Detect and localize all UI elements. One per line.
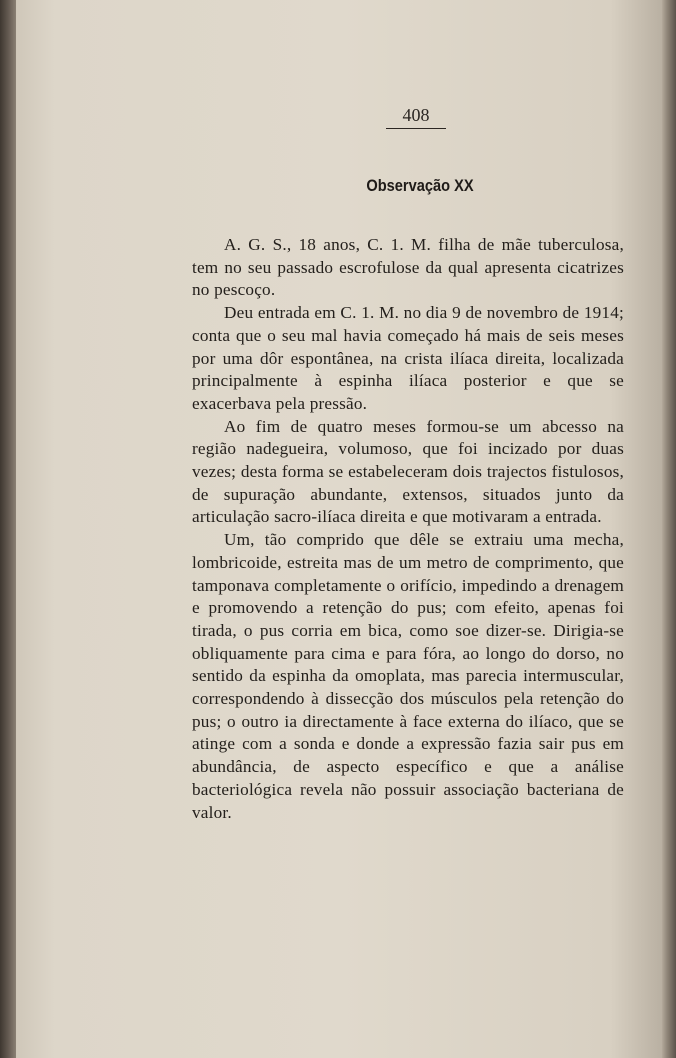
book-spine-shadow — [0, 0, 16, 1058]
paragraph-3: Ao fim de quatro meses formou-se um abcesso na região nadegueira, volumoso, que foi incizado por duas vezes; desta forma se estabeleceram dois trajectos fistulosos, de supuração abundante, extensos, situados junto da articulação sacro-ilíaca direita e que motivaram a entrada. — [192, 416, 624, 527]
paragraph-1: A. G. S., 18 anos, C. 1. M. filha de mãe tuberculosa, tem no seu passado escrofulose da qual apresenta cicatrizes no pescoço. — [192, 235, 624, 300]
body-text — [192, 234, 624, 824]
paragraph-2: Deu entrada em C. 1. M. no dia 9 de novembro de 1914; conta que o seu mal havia começado há mais de seis meses por uma dôr espontânea, na crista ilíaca direita, localizada principalmente à espinha ilíaca posterior e que se exacerbava pela pressão. — [192, 303, 624, 413]
paragraph-4: Um, tão comprido que dêle se extraiu uma mecha, lombricoide, estreita mas de um metro de comprimento, que tamponava completamente o orifício, impedindo a drenagem e promovendo a retenção do pus; com efeito, apenas foi tirada, o pus corria em bica, como soe dizer-se. Dirigia-se obliquamente para cima e para fóra, ao longo do dorso, no sentido da espinha da omoplata, mas parecia intermuscular, correspondendo à dissecção dos músculos pela retenção do pus; o outro ia directamente à face externa do ilíaco, que se atinge com a sonda e donde a expressão fazia sair pus em abundância, de aspecto específico e que a análise bacteriológica revela não possuir associação bacteriana de valor. — [192, 530, 624, 822]
observation-heading: Observação XX — [366, 176, 474, 195]
page-edge-shadow — [662, 0, 676, 1058]
page-number: 408 — [386, 105, 446, 129]
